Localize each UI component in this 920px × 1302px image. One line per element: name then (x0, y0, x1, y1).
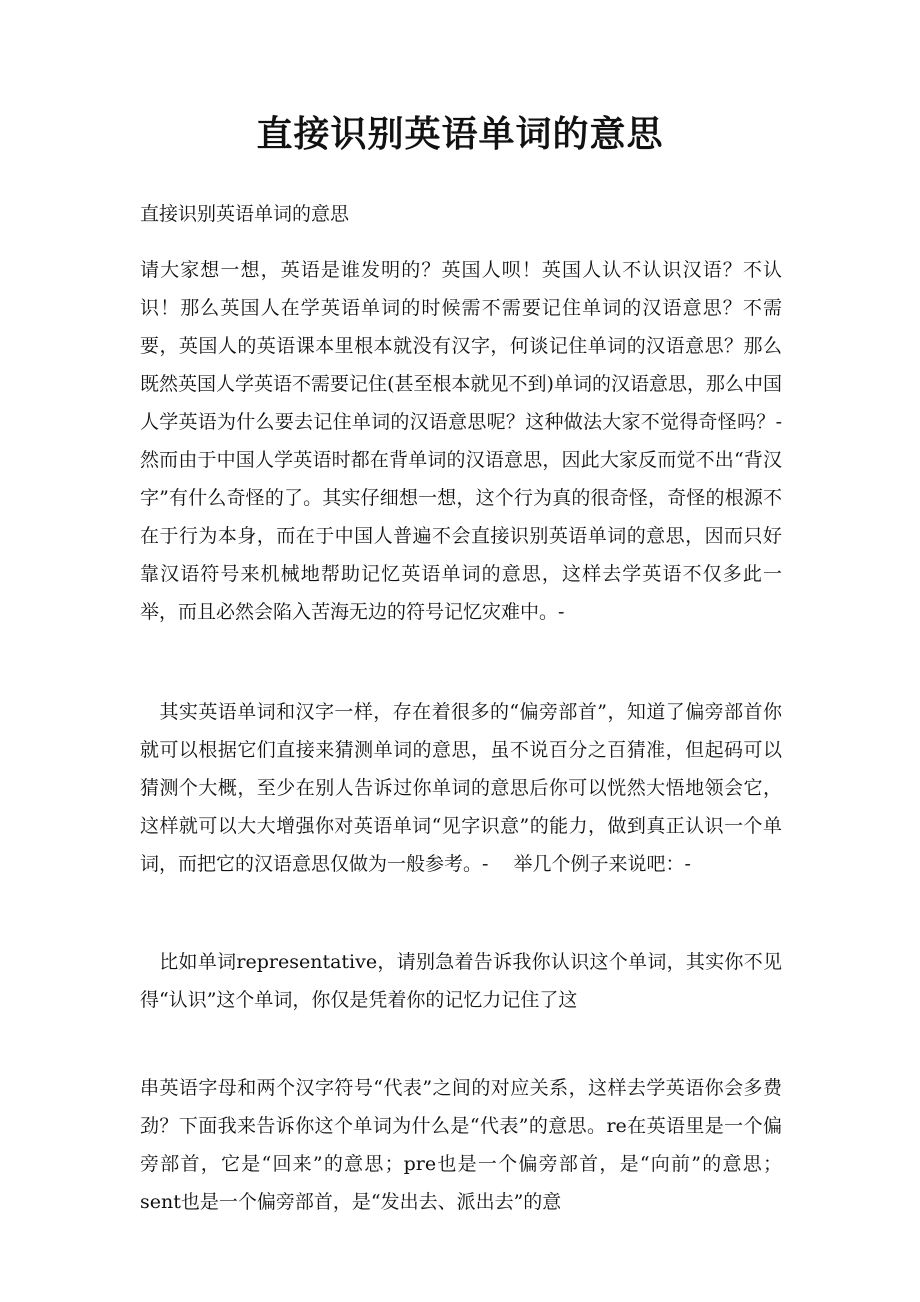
paragraph-2: 其实英语单词和汉字一样，存在着很多的“偏旁部首”，知道了偏旁部首你就可以根据它们直接来猜测单词的意思，虽不说百分之百猜准，但起码可以猜测个大概，至少在别人告诉过你单词的意思后你可以恍然大悟地领会它，这样就可以大大增强你对英语单词“见字识意”的能力，做到真正认识一个单词，而把它的汉语意思仅做为一般参考。- 举几个例子来说吧：- (140, 701, 782, 875)
paragraph-3: 比如单词representative，请别急着告诉我你认识这个单词，其实你不见得“认识”这个单词，你仅是凭着你的记忆力记住了这 (140, 951, 782, 1011)
paragraph-4: 串英语字母和两个汉字符号“代表”之间的对应关系，这样去学英语你会多费劲？下面我来告诉你这个单词为什么是“代表”的意思。re在英语里是一个偏旁部首，它是“回来”的意思；pre也是一个偏旁部首，是“向前”的意思；sent也是一个偏旁部首，是“发出去、派出去”的意 (140, 1077, 782, 1213)
document-title: 直接识别英语单词的意思 (256, 113, 664, 155)
paragraph-1: 请大家想一想，英语是谁发明的？英国人呗！英国人认不认识汉语？不认识！那么英国人在学英语单词的时候需不需要记住单词的汉语意思？不需要，英国人的英语课本里根本就没有汉字，何谈记住单词的汉语意思？那么既然英国人学英语不需要记住(甚至根本就见不到)单词的汉语意思，那么中国人学英语为什么要去记住单词的汉语意思呢？这种做法大家不觉得奇怪吗？- 然而由于中国人学英语时都在背单词的汉语意思，因此大家反而觉不出“背汉字”有什么奇怪的了。其实仔细想一想，这个行为真的很奇怪，奇怪的根源不在于行为本身，而在于中国人普遍不会直接识别英语单词的意思，因而只好靠汉语符号来机械地帮助记忆英语单词的意思，这样去学英语不仅多此一举，而且必然会陷入苦海无边的符号记忆灾难中。- (140, 259, 808, 623)
document-subtitle: 直接识别英语单词的意思 (140, 203, 350, 225)
